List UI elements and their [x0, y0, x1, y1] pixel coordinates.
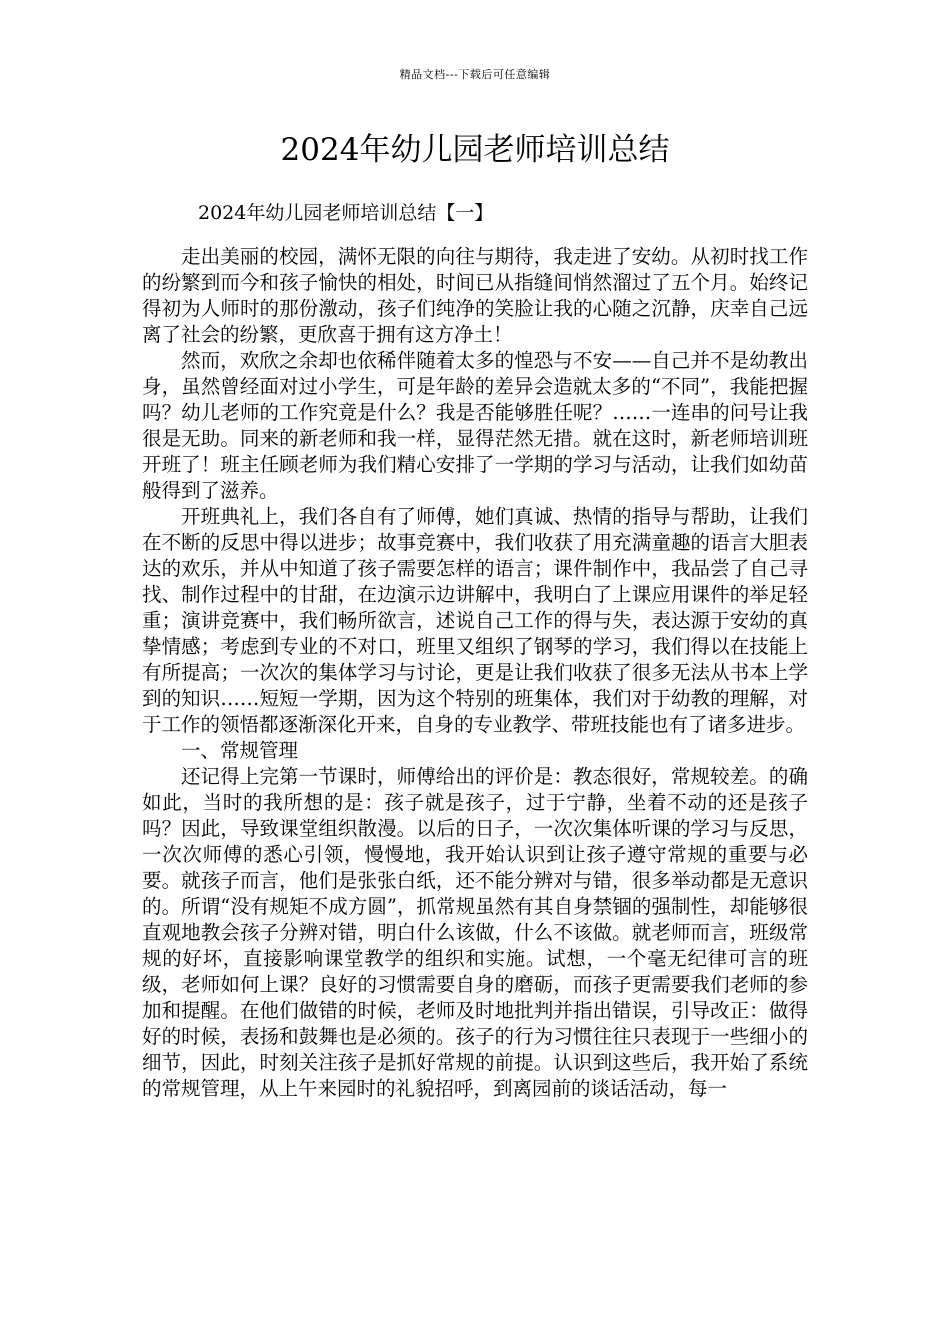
header-note: 精品文档---下载后可任意编辑 [399, 68, 551, 81]
paragraph-1: 走出美丽的校园，满怀无限的向往与期待，我走进了安幼。从初时找工作的纷繁到而今和孩子愉快的相处，时间已从指缝间悄然溜过了五个月。始终记得初为人师时的那份激动，孩子们纯净的笑脸让我的心随之沉静，庆幸自己远离了社会的纷繁，更欣喜于拥有这方净土！ [142, 245, 808, 346]
section-paragraph: 还记得上完第一节课时，师傅给出的评价是：教态很好，常规较差。的确如此，当时的我所想的是：孩子就是孩子，过于宁静，坐着不动的还是孩子吗？因此，导致课堂组织散漫。以后的日子，一次次集体听课的学习与反思，一次次师傅的悉心引领，慢慢地，我开始认识到让孩子遵守常规的重要与必要。就孩子而言，他们是张张白纸，还不能分辨对与错，很多举动都是无意识的。所谓“没有规矩不成方圆”，抓常规虽然有其自身禁锢的强制性，却能够很直观地教会孩子分辨对错，明白什么该做，什么不该做。就老师而言，班级常规的好坏，直接影响课堂教学的组织和实施。试想，一个毫无纪律可言的班级，老师如何上课？良好的习惯需要自身的磨砺，而孩子更需要我们老师的参加和提醒。在他们做错的时候，老师及时地批判并指出错误，引导改正：做得好的时候，表扬和鼓舞也是必须的。孩子的行为习惯往往只表现于一些细小的细节，因此，时刻关注孩子是抓好常规的前提。认识到这些后，我开始了系统的常规管理，从上午来园时的礼貌招呼，到离园前的谈话活动，每一 [142, 765, 808, 1100]
section-heading: 一、常规管理 [181, 739, 299, 762]
document-title: 2024年幼儿园老师培训总结 [280, 132, 670, 168]
paragraph-3: 开班典礼上，我们各自有了师傅，她们真诚、热情的指导与帮助，让我们在不断的反思中得以进步；故事竞赛中，我们收获了用充满童趣的语言大胆表达的欢乐，并从中知道了孩子需要怎样的语言；课件制作中，我品尝了自己寻找、制作过程中的甘甜，在边演示边讲解中，我明白了上课应用课件的举足轻重；演讲竞赛中，我们畅所欲言，述说自己工作的得与失，表达源于安幼的真挚情感；考虑到专业的不对口，班里又组织了钢琴的学习，我们得以在技能上有所提高；一次次的集体学习与讨论，更是让我们收获了很多无法从书本上学到的知识……短短一学期，因为这个特别的班集体，我们对于幼教的理解，对于工作的领悟都逐渐深化开来，自身的专业教学、带班技能也有了诸多进步。 [142, 505, 808, 736]
document-subtitle: 2024年幼儿园老师培训总结【一】 [198, 202, 494, 224]
paragraph-2: 然而，欢欣之余却也依稀伴随着太多的惶恐与不安——自己并不是幼教出身，虽然曾经面对过小学生，可是年龄的差异会造就太多的“不同”，我能把握吗？幼儿老师的工作究竟是什么？我是否能够胜任呢？……一连串的问号让我很是无助。同来的新老师和我一样，显得茫然无措。就在这时，新老师培训班开班了！班主任顾老师为我们精心安排了一学期的学习与活动，让我们如幼苗般得到了滋养。 [142, 349, 808, 502]
document-body [142, 244, 808, 1102]
